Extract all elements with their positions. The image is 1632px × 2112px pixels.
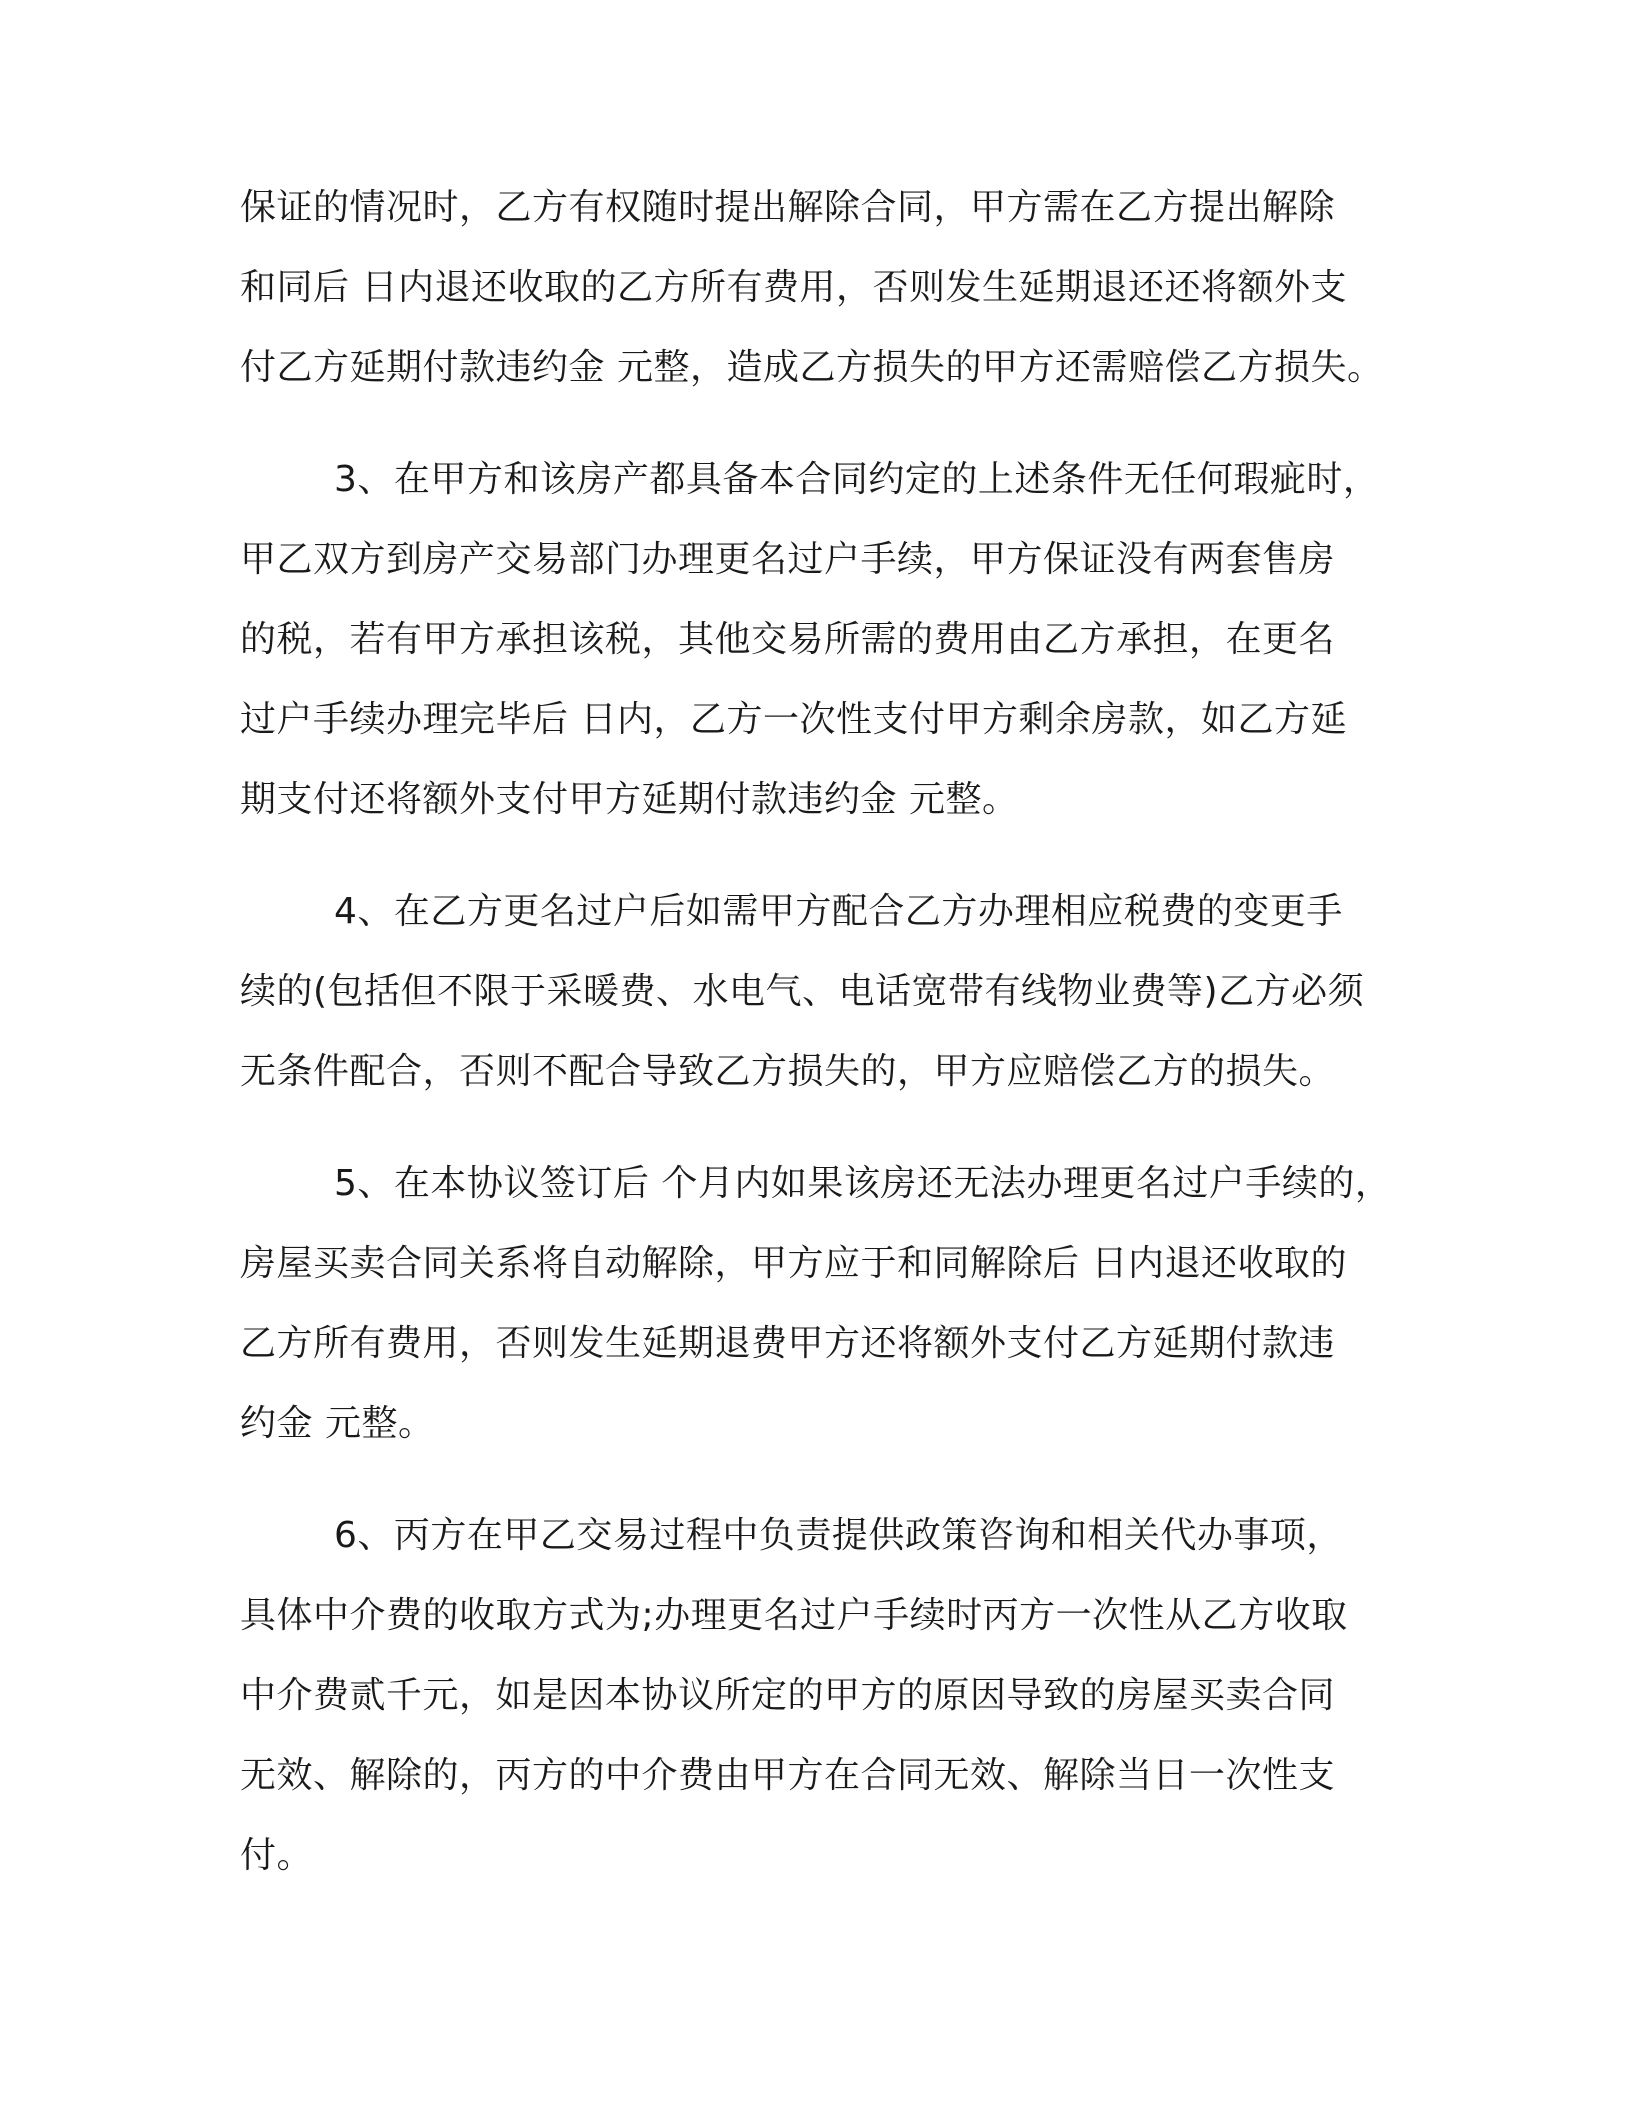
text-line: 5、在本协议签订后 个月内如果该房还无法办理更名过户手续的，: [334, 1163, 1392, 1204]
text-line: 保证的情况时，乙方有权随时提出解除合同，甲方需在乙方提出解除: [240, 187, 1336, 228]
text-line: 过户手续办理完毕后 日内，乙方一次性支付甲方剩余房款，如乙方延: [240, 699, 1347, 740]
paragraph-clause-4: [240, 892, 1400, 1132]
text-line: 乙方所有费用，否则发生延期退费甲方还将额外支付乙方延期付款违: [240, 1323, 1336, 1364]
text-line: 甲乙双方到房产交易部门办理更名过户手续，甲方保证没有两套售房: [240, 539, 1336, 580]
text-line: 无条件配合，否则不配合导致乙方损失的，甲方应赔偿乙方的损失。: [240, 1051, 1336, 1092]
text-line: 具体中介费的收取方式为;办理更名过户手续时丙方一次性从乙方收取: [240, 1595, 1348, 1636]
text-line: 房屋买卖合同关系将自动解除，甲方应于和同解除后 日内退还收取的: [240, 1243, 1347, 1284]
text-line: 中介费贰千元，如是因本协议所定的甲方的原因导致的房屋买卖合同: [240, 1675, 1336, 1716]
text-line: 和同后 日内退还收取的乙方所有费用，否则发生延期退还还将额外支: [240, 267, 1347, 308]
text-line: 无效、解除的，丙方的中介费由甲方在合同无效、解除当日一次性支: [240, 1755, 1336, 1796]
paragraph-continuation: [240, 188, 1400, 428]
text-line: 续的(包括但不限于采暖费、水电气、电话宽带有线物业费等)乙方必须: [240, 971, 1365, 1012]
text-line: 的税，若有甲方承担该税，其他交易所需的费用由乙方承担，在更名: [240, 619, 1336, 660]
text-line: 6、丙方在甲乙交易过程中负责提供政策咨询和相关代办事项，: [334, 1515, 1343, 1556]
paragraph-gap: [240, 428, 1400, 460]
paragraph-gap: [240, 1484, 1400, 1516]
text-line: 期支付还将额外支付甲方延期付款违约金 元整。: [240, 779, 1019, 820]
text-line: 约金 元整。: [240, 1403, 435, 1444]
paragraph-clause-5: [240, 1164, 1400, 1484]
paragraph-gap: [240, 1132, 1400, 1164]
text-line: 付。: [240, 1835, 314, 1876]
text-line: 付乙方延期付款违约金 元整，造成乙方损失的甲方还需赔偿乙方损失。: [240, 347, 1384, 388]
paragraph-clause-3: [240, 460, 1400, 860]
paragraph-clause-6: [240, 1516, 1400, 1916]
text-line: 4、在乙方更名过户后如需甲方配合乙方办理相应税费的变更手: [334, 891, 1343, 932]
paragraph-gap: [240, 860, 1400, 892]
document-body: [240, 188, 1400, 1916]
text-line: 3、在甲方和该房产都具备本合同约定的上述条件无任何瑕疵时，: [334, 459, 1380, 500]
